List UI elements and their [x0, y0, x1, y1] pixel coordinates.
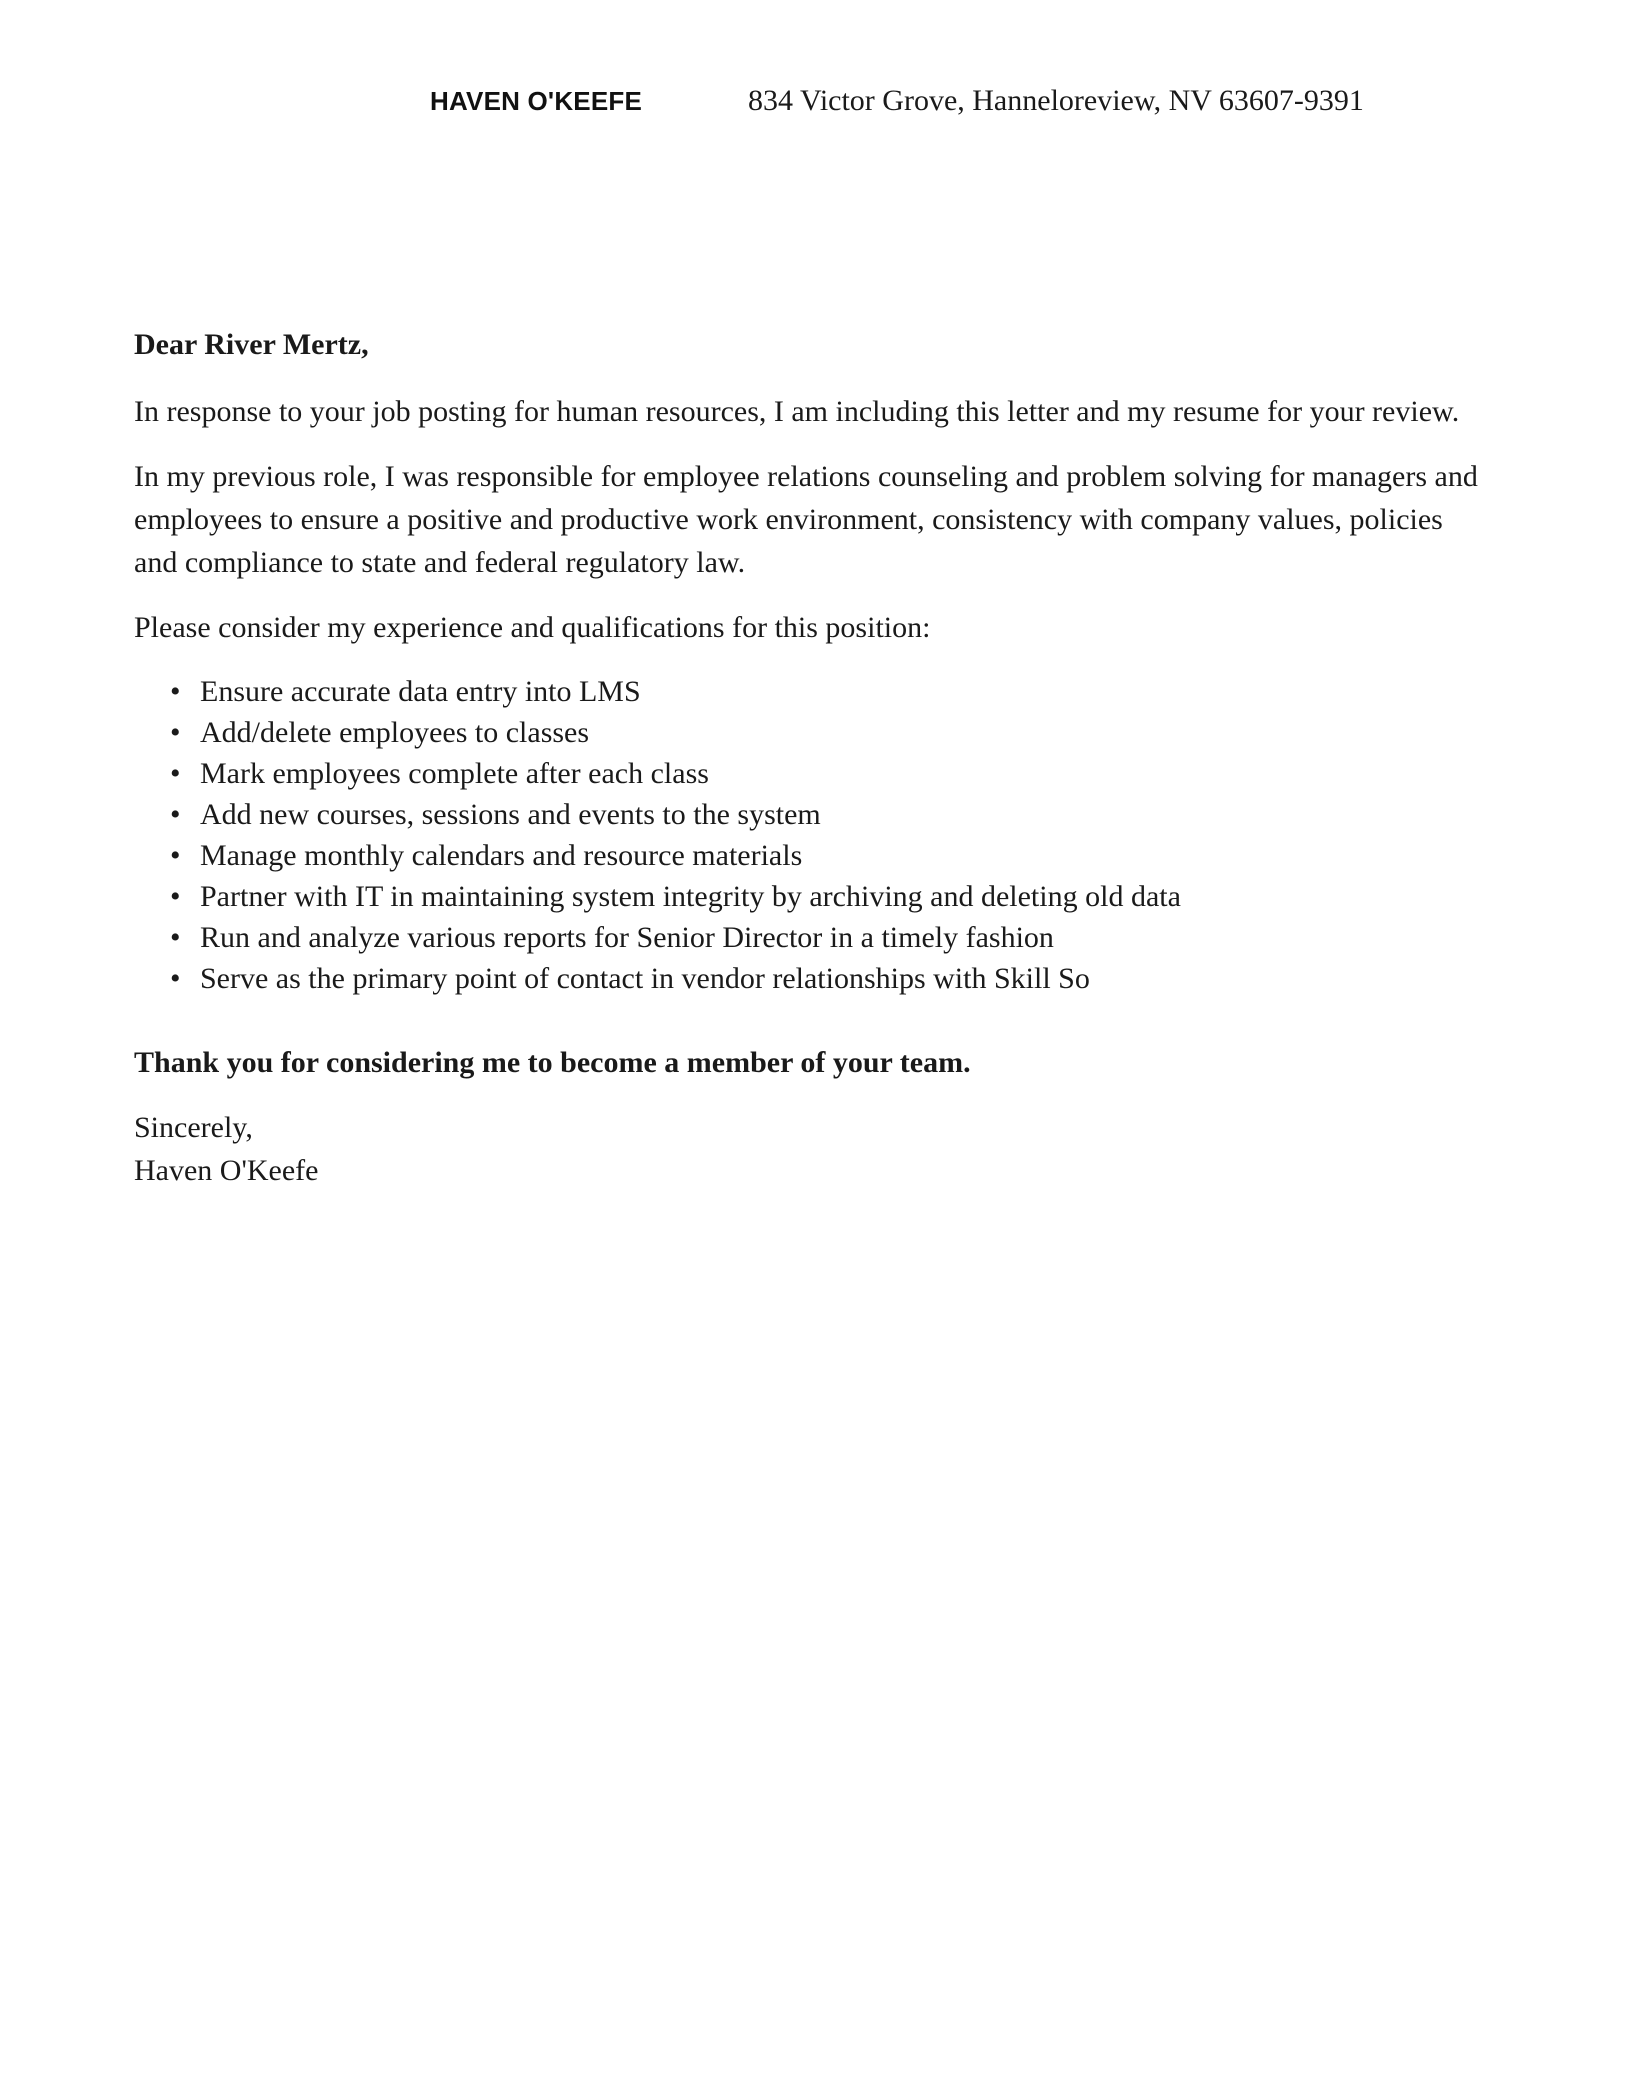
- signature-name: Haven O'Keefe: [134, 1154, 319, 1187]
- list-item: • Mark employees complete after each class: [170, 753, 1486, 794]
- list-item: • Serve as the primary point of contact in vendor relationships with Skill So: [170, 958, 1486, 999]
- letter-header: [0, 0, 1632, 118]
- signoff-block: [134, 1106, 1486, 1192]
- paragraph-consider: Please consider my experience and qualifications for this position:: [134, 611, 931, 644]
- sender-name: HAVEN O'KEEFE: [430, 86, 642, 116]
- paragraph-intro: In response to your job posting for human resources, I am including this letter and my resume for your review.: [134, 395, 1460, 428]
- list-item: • Manage monthly calendars and resource materials: [170, 835, 1486, 876]
- letter-body: [0, 323, 1632, 1192]
- list-item: • Partner with IT in maintaining system integrity by archiving and deleting old data: [170, 876, 1486, 917]
- list-item: • Add/delete employees to classes: [170, 712, 1486, 753]
- signoff: Sincerely,: [134, 1111, 253, 1144]
- sender-address: 834 Victor Grove, Hanneloreview, NV 63607-9391: [748, 84, 1364, 117]
- list-item: • Run and analyze various reports for Senior Director in a timely fashion: [170, 917, 1486, 958]
- qualifications-list: [134, 671, 1486, 999]
- list-item: • Ensure accurate data entry into LMS: [170, 671, 1486, 712]
- closing-emphasis: Thank you for considering me to become a member of your team.: [134, 1046, 971, 1079]
- list-item: • Add new courses, sessions and events to the system: [170, 794, 1486, 835]
- salutation: Dear River Mertz,: [134, 328, 369, 361]
- paragraph-previous-role: In my previous role, I was responsible for employee relations counseling and problem solving for managers and employees to ensure a positive and productive work environment, consistency with company values, policies and compliance to state and federal regulatory law.: [134, 460, 1478, 579]
